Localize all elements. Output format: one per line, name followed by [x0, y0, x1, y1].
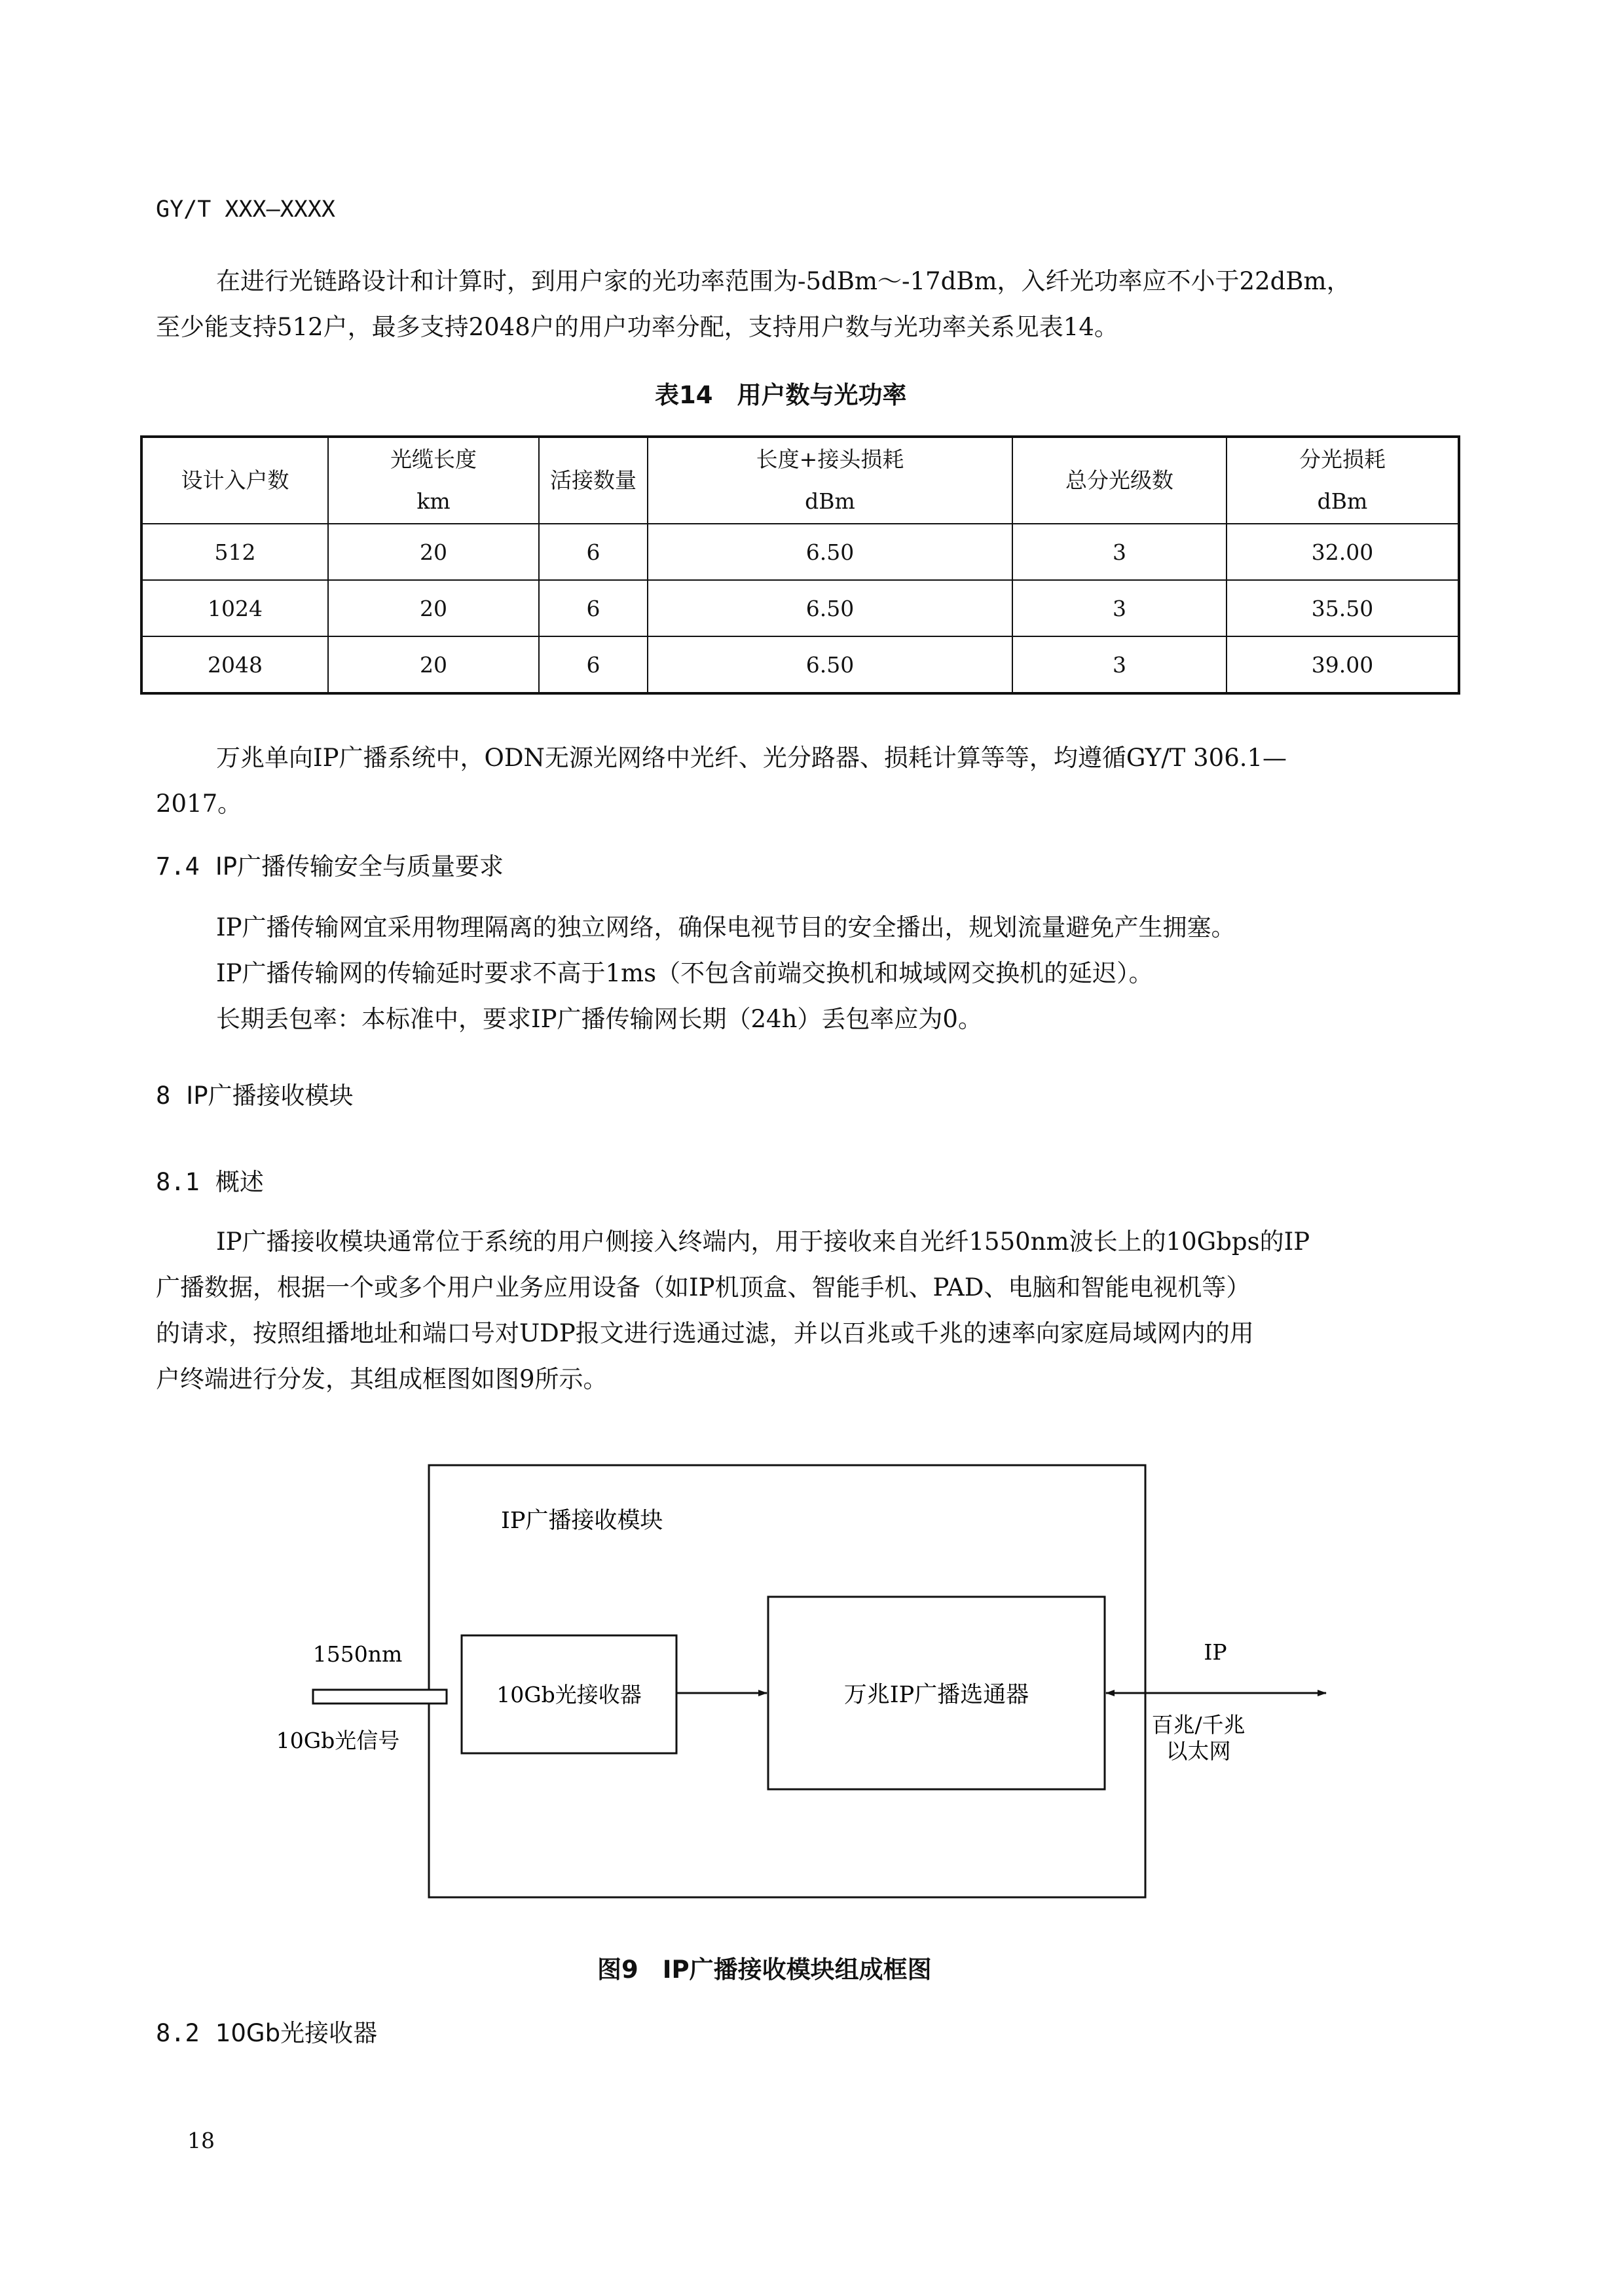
fiber-input [313, 1690, 447, 1704]
section-7-4-line-3: 长期丢包率：本标准中，要求IP广播传输网长期（24h）丢包率应为0。 [216, 1005, 982, 1033]
selector-label: 万兆IP广播选通器 [843, 1682, 1029, 1708]
header-cell: 活接数量 [539, 437, 648, 524]
table-cell: 6.50 [648, 580, 1012, 636]
table-cell: 35.50 [1227, 580, 1459, 636]
table-cell: 39.00 [1227, 636, 1459, 693]
table-cell: 2048 [141, 636, 328, 693]
section-8-1-line-1: IP广播接收模块通常位于系统的用户侧接入终端内，用于接收来自光纤1550nm波长上的10Gbps的IP [216, 1228, 1310, 1256]
table-cell: 6.50 [648, 524, 1012, 580]
table-cell: 20 [328, 636, 539, 693]
section-number: 8 [156, 1082, 171, 1110]
table-cell: 3 [1012, 524, 1227, 580]
section-8-1-line-4: 户终端进行分发，其组成框图如图9所示。 [156, 1365, 608, 1393]
table-cell: 20 [328, 524, 539, 580]
table-cell: 20 [328, 580, 539, 636]
ethernet-label-line-2: 以太网 [1166, 1738, 1231, 1764]
document-id: GY/T XXX—XXXX [156, 196, 335, 223]
receiver-label: 10Gb光接收器 [496, 1682, 642, 1707]
intro-line-1: 在进行光链路设计和计算时，到用户家的光功率范围为-5dBm～-17dBm，入纤光功率应不小于22dBm， [216, 267, 1351, 295]
section-number: 8.2 [156, 2019, 200, 2047]
table-cell: 1024 [141, 580, 328, 636]
table-cell: 6 [539, 524, 648, 580]
intro-line-2: 至少能支持512户，最多支持2048户的用户功率分配，支持用户数与光功率关系见表14。 [156, 313, 1118, 341]
table-cell: 3 [1012, 580, 1227, 636]
table-caption: 表14 用户数与光功率 [655, 381, 907, 409]
section-7-4-line-2: IP广播传输网的传输延时要求不高于1ms（不包含前端交换机和城域网交换机的延迟）。 [216, 959, 1153, 987]
section-title: IP广播传输安全与质量要求 [215, 852, 504, 881]
section-8-1-line-3: 的请求，按照组播地址和端口号对UDP报文进行选通过滤，并以百兆或千兆的速率向家庭局域网内的用 [156, 1319, 1254, 1347]
module-label: IP广播接收模块 [501, 1508, 663, 1534]
signal-label: 10Gb光信号 [276, 1728, 400, 1753]
wavelength-label: 1550nm [312, 1641, 403, 1667]
figure-caption: 图9 IP广播接收模块组成框图 [597, 1956, 932, 1984]
header-cell: 设计入户数 [141, 437, 328, 524]
table-cell: 512 [141, 524, 328, 580]
table-cell: 3 [1012, 636, 1227, 693]
header-cell: 总分光级数 [1012, 437, 1227, 524]
section-title: 10Gb光接收器 [215, 2019, 378, 2047]
section-8-2-heading [156, 2013, 377, 2049]
table-cell: 6 [539, 636, 648, 693]
header-cell: 长度+接头损耗 dBm [648, 437, 1012, 524]
table-cell: 32.00 [1227, 524, 1459, 580]
after-table-line-2: 2017。 [156, 790, 242, 818]
section-7-4-line-1: IP广播传输网宜采用物理隔离的独立网络，确保电视节目的安全播出，规划流量避免产生拥塞。 [216, 913, 1236, 941]
table-cell: 6.50 [648, 636, 1012, 693]
header-cell: 光缆长度 km [328, 437, 539, 524]
ethernet-label-line-1: 百兆/千兆 [1151, 1712, 1246, 1738]
ip-label: IP [1204, 1639, 1227, 1665]
table-cell: 6 [539, 580, 648, 636]
section-title: IP广播接收模块 [186, 1082, 354, 1110]
page-number: 18 [187, 2128, 215, 2153]
section-number: 7.4 [156, 852, 200, 881]
section-number: 8.1 [156, 1168, 200, 1196]
header-cell: 分光损耗 dBm [1227, 437, 1459, 524]
section-8-1-line-2: 广播数据，根据一个或多个用户业务应用设备（如IP机顶盒、智能手机、PAD、电脑和智能电视机等） [156, 1273, 1251, 1302]
section-title: 概述 [215, 1168, 264, 1196]
after-table-line-1: 万兆单向IP广播系统中，ODN无源光网络中光纤、光分路器、损耗计算等等，均遵循GY/T 306.1— [216, 744, 1287, 772]
